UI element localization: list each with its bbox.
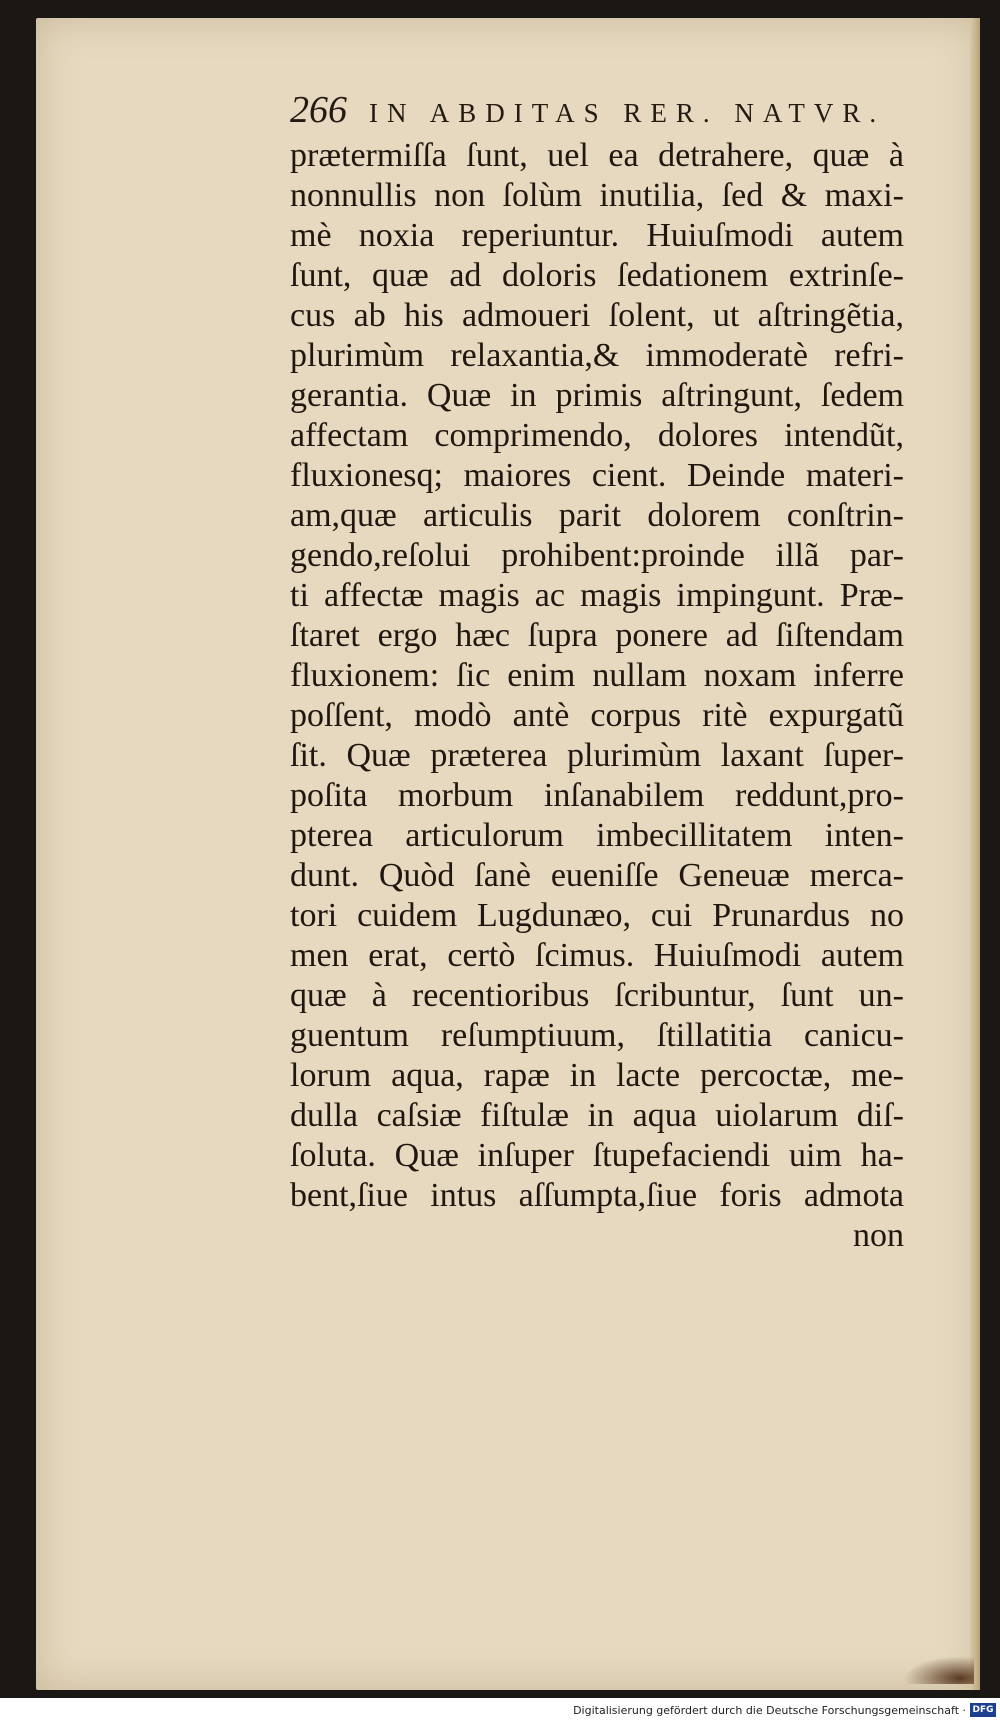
footer-credit: Digitalisierung gefördert durch die Deutsche Forschungsgemeinschaft · <box>573 1704 966 1717</box>
running-head: IN ABDITAS RER. NATVR. <box>369 98 886 128</box>
page-edge <box>970 18 980 1690</box>
footer-bar <box>0 1698 1000 1720</box>
text-line: tori cuidem Lugdunæo, cui Prunardus no <box>290 897 904 934</box>
page-number: 266 <box>290 89 347 131</box>
text-line: plurimùm relaxantia,& immoderatè refri- <box>290 337 904 374</box>
page-wear-mark <box>904 1656 974 1684</box>
text-line: nonnullis non ſolùm inutilia, ſed & maxi- <box>290 177 904 214</box>
text-line: gendo,reſolui prohibent:proinde illã par- <box>290 537 904 574</box>
dfg-logo: DFG <box>970 1703 996 1717</box>
text-line: ti affectæ magis ac magis impingunt. Præ- <box>290 577 904 614</box>
text-line: prætermiſſa ſunt, uel ea detrahere, quæ à <box>290 137 904 174</box>
text-line: cus ab his admoueri ſolent, ut aſtringẽtia, <box>290 297 904 334</box>
text-line: pterea articulorum imbecillitatem inten- <box>290 817 904 854</box>
text-line: dulla caſsiæ fiſtulæ in aqua uiolarum diſ- <box>290 1097 904 1134</box>
text-line: affectam comprimendo, dolores intendũt, <box>290 417 904 454</box>
text-line: guentum reſumptiuum, ſtillatitia canicu- <box>290 1017 904 1054</box>
text-line: dunt. Quòd ſanè eueniſſe Geneuæ merca- <box>290 857 904 894</box>
page-header <box>290 88 930 132</box>
text-line: poſita morbum inſanabilem reddunt,pro- <box>290 777 904 814</box>
text-line: gerantia. Quæ in primis aſtringunt, ſedem <box>290 377 904 414</box>
text-line: fluxionem: ſic enim nullam noxam inferre <box>290 657 904 694</box>
text-line: bent,ſiue intus aſſumpta,ſiue foris admota <box>290 1177 904 1214</box>
text-line: ſit. Quæ præterea plurimùm laxant ſuper- <box>290 737 904 774</box>
text-line: ſtaret ergo hæc ſupra ponere ad ſiſtendam <box>290 617 904 654</box>
text-line: men erat, certò ſcimus. Huiuſmodi autem <box>290 937 904 974</box>
catchword: non <box>853 1217 904 1254</box>
book-page <box>36 18 980 1690</box>
text-line: fluxionesq; maiores cient. Deinde materi- <box>290 457 904 494</box>
text-line: lorum aqua, rapæ in lacte percoctæ, me- <box>290 1057 904 1094</box>
text-line: mè noxia reperiuntur. Huiuſmodi autem <box>290 217 904 254</box>
text-line: poſſent, modò antè corpus ritè expurgatũ <box>290 697 904 734</box>
text-line: ſoluta. Quæ inſuper ſtupefaciendi uim ha- <box>290 1137 904 1174</box>
text-line: quæ à recentioribus ſcribuntur, ſunt un- <box>290 977 904 1014</box>
body-text <box>290 136 904 1256</box>
text-line: ſunt, quæ ad doloris ſedationem extrinſe- <box>290 257 904 294</box>
text-line: am,quæ articulis parit dolorem conſtrin- <box>290 497 904 534</box>
